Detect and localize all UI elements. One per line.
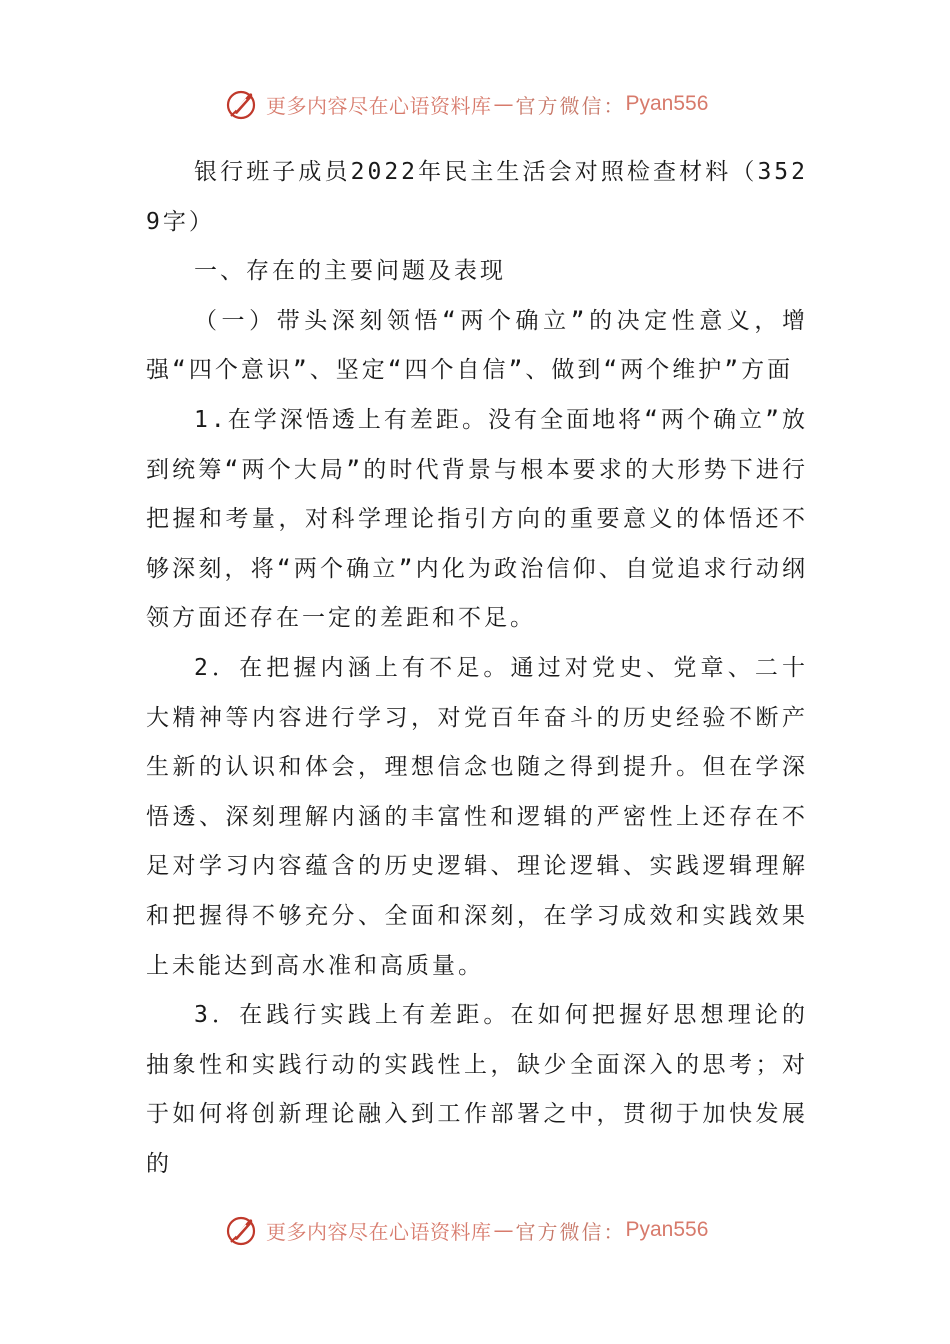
watermark-text: 更多内容尽在心语资料库 xyxy=(266,1219,492,1244)
watermark-wechat-id: Pyan556 xyxy=(625,1218,709,1241)
quill-pen-circle-icon xyxy=(224,1212,260,1248)
paragraph-2: 2．在把握内涵上有不足。通过对党史、党章、二十大精神等内容进行学习，对党百年奋斗的历史经验不断产生新的认识和体会，理想信念也随之得到提升。但在学深悟透、深刻理解内涵的丰富性和逻辑的严密性上还存在不足对学习内容蕴含的历史逻辑、理论逻辑、实践逻辑理解和把握得不够充分、全面和深刻，在学习成效和实践效果上未能达到高水准和高质量。 xyxy=(146,654,808,979)
watermark-label: 官方微信： xyxy=(515,1219,626,1244)
section-heading: 一、存在的主要问题及表现 xyxy=(194,258,506,285)
watermark-wechat-id: Pyan556 xyxy=(625,92,709,115)
watermark-dash: — xyxy=(493,1218,514,1242)
watermark-text: 更多内容尽在心语资料库 xyxy=(266,93,492,118)
watermark-footer xyxy=(224,1210,744,1250)
watermark-label: 官方微信： xyxy=(515,93,626,118)
subsection-heading: （一）带头深刻领悟“两个确立”的决定性意义，增强“四个意识”、坚定“四个自信”、做到“两个维护”方面 xyxy=(146,307,808,384)
paragraph-1: 1.在学深悟透上有差距。没有全面地将“两个确立”放到统筹“两个大局”的时代背景与根本要求的大形势下进行把握和考量，对科学理论指引方向的重要意义的体悟还不够深刻，将“两个确立”内化为政治信仰、自觉追求行动纲领方面还存在一定的差距和不足。 xyxy=(146,406,808,632)
document-body xyxy=(146,148,808,1189)
watermark-header xyxy=(224,84,744,124)
paragraph-3: 3．在践行实践上有差距。在如何把握好思想理论的抽象性和实践行动的实践性上，缺少全面深入的思考；对于如何将创新理论融入到工作部署之中，贯彻于加快发展的 xyxy=(146,1002,808,1177)
quill-pen-circle-icon xyxy=(224,86,260,122)
watermark-dash: — xyxy=(493,92,514,116)
document-title: 银行班子成员2022年民主生活会对照检查材料（3529字） xyxy=(146,159,808,235)
